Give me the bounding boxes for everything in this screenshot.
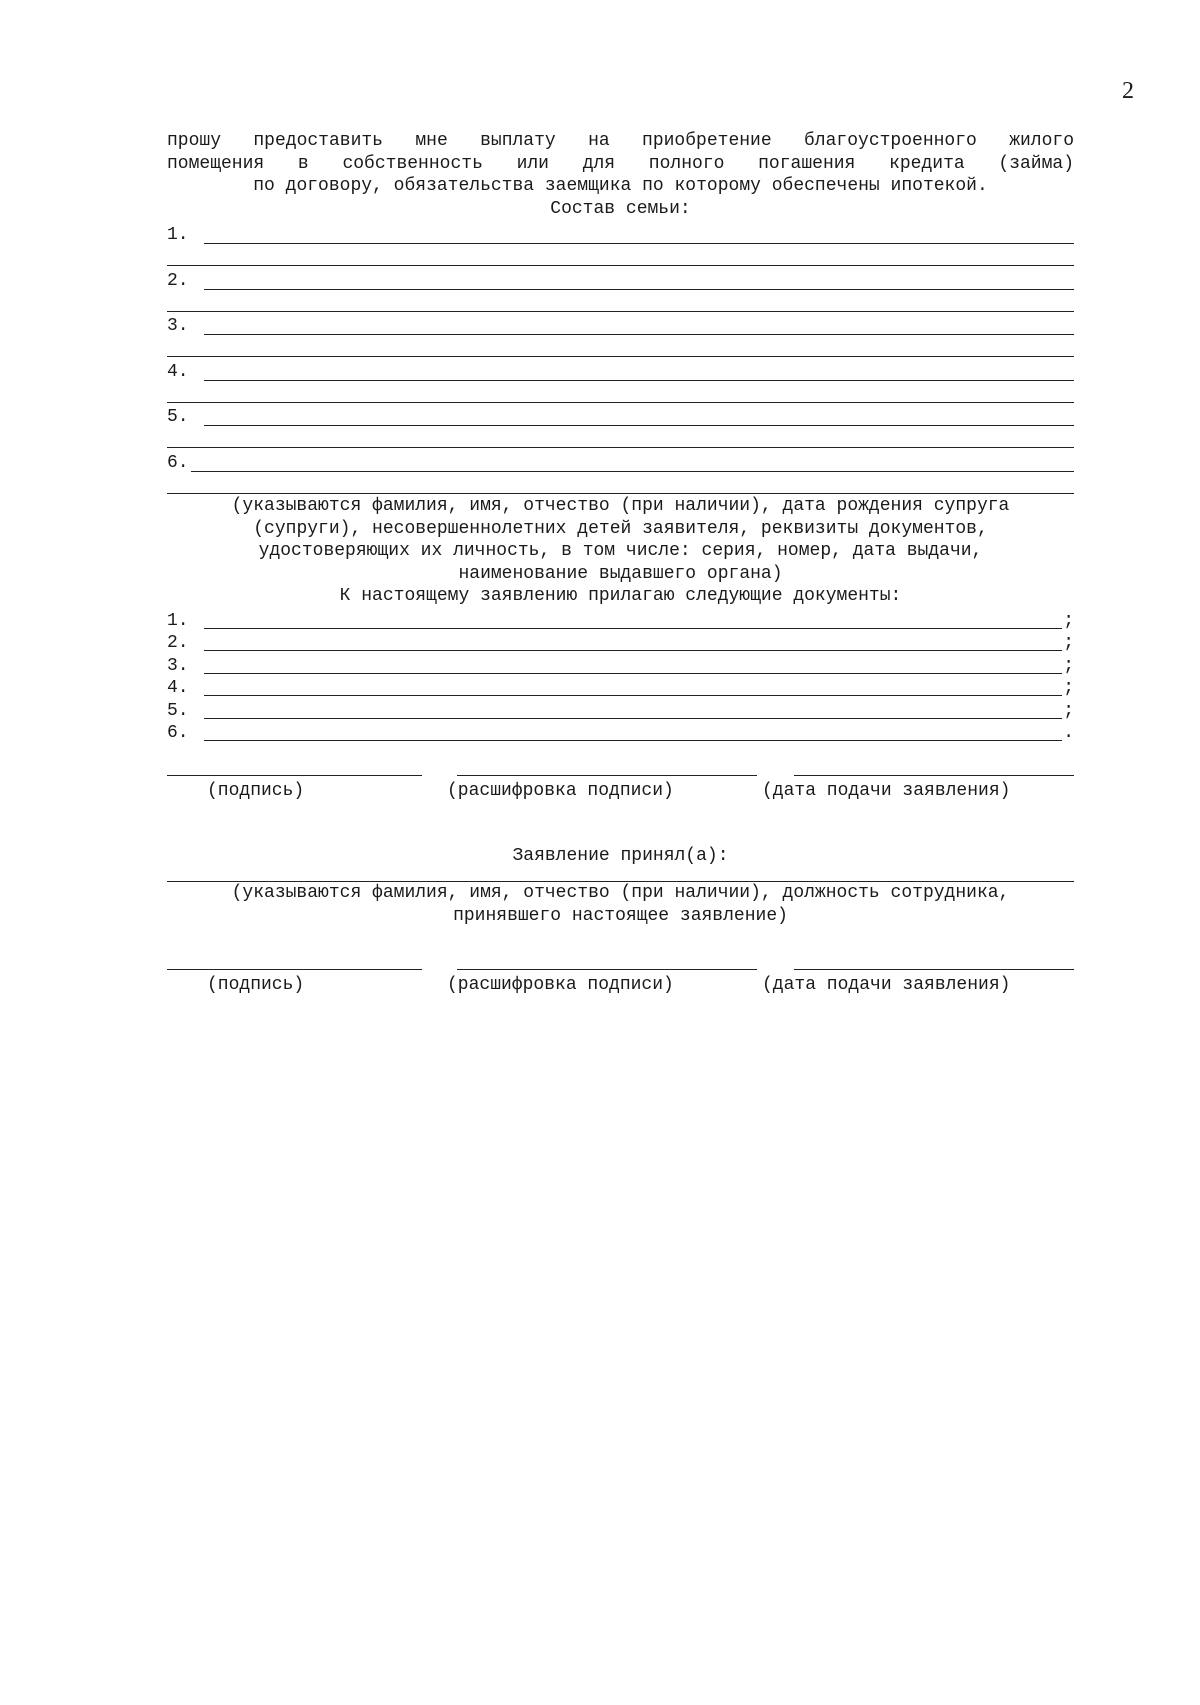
entry-line[interactable]	[167, 493, 1074, 494]
document-end-mark: ;	[1063, 633, 1074, 653]
entry-line[interactable]	[204, 425, 1074, 426]
entry-line[interactable]	[167, 775, 422, 776]
family-row-number: 3.	[167, 316, 189, 336]
document-number: 5.	[167, 700, 189, 721]
received-note-line: (указываются фамилия, имя, отчество (при наличии), должность сотрудника,	[231, 883, 1010, 903]
document-end-mark: ;	[1063, 610, 1074, 631]
entry-line[interactable]	[204, 628, 1062, 629]
signature-field[interactable]	[167, 969, 422, 995]
page-number: 2	[1122, 78, 1134, 104]
document-end-mark: ;	[1063, 678, 1074, 698]
entry-line[interactable]	[204, 718, 1062, 719]
intro-line-2: помещения в собственность или для полного погашения кредита (займа)	[167, 153, 1074, 174]
date-field[interactable]	[762, 969, 1074, 995]
family-row-number: 4.	[167, 361, 189, 382]
entry-line[interactable]	[204, 673, 1062, 674]
family-row-number: 5.	[167, 407, 189, 427]
document-number: 1.	[167, 610, 189, 631]
document-number: 4.	[167, 678, 189, 698]
receiver-signature-row	[167, 969, 1074, 1029]
family-note	[167, 495, 1074, 585]
entry-line[interactable]	[204, 243, 1074, 244]
family-row[interactable]	[167, 220, 1074, 266]
family-row[interactable]	[167, 266, 1074, 312]
family-row-number: 1.	[167, 225, 189, 245]
date-caption: (дата подачи заявления)	[762, 780, 1011, 801]
entry-line[interactable]	[794, 775, 1074, 776]
document-number: 3.	[167, 655, 189, 676]
document-end-mark: ;	[1063, 655, 1074, 676]
received-note-line: принявшего настоящее заявление)	[453, 905, 788, 926]
entry-line[interactable]	[794, 969, 1074, 970]
family-row[interactable]	[167, 357, 1074, 403]
intro-line-3: по договору, обязательства заемщика по которому обеспечены ипотекой.	[253, 176, 988, 196]
signature-decode-caption: (расшифровка подписи)	[447, 780, 674, 801]
signature-caption: (подпись)	[207, 975, 305, 995]
signature-caption: (подпись)	[207, 780, 305, 801]
document-row[interactable]	[167, 655, 1074, 678]
entry-line[interactable]	[204, 334, 1074, 335]
document-row[interactable]	[167, 722, 1074, 745]
documents-title: К настоящему заявлению прилагаю следующие документы:	[339, 586, 902, 606]
document-row[interactable]	[167, 610, 1074, 633]
applicant-signature-row	[167, 775, 1074, 835]
document-end-mark: ;	[1063, 700, 1074, 721]
signature-decode-caption: (расшифровка подписи)	[447, 975, 674, 995]
documents-list	[167, 610, 1074, 745]
family-note-line: (супруги), несовершеннолетних детей заявителя, реквизиты документов,	[253, 518, 988, 539]
family-note-line: наименование выдавшего органа)	[458, 563, 783, 584]
document-row[interactable]	[167, 632, 1074, 655]
document-end-mark: .	[1063, 723, 1074, 743]
date-caption: (дата подачи заявления)	[762, 975, 1011, 995]
family-row[interactable]	[167, 402, 1074, 448]
entry-line[interactable]	[204, 380, 1074, 381]
document-row[interactable]	[167, 700, 1074, 723]
entry-line[interactable]	[204, 695, 1062, 696]
entry-line[interactable]	[457, 775, 757, 776]
family-row-number: 6.	[167, 452, 189, 473]
entry-line[interactable]	[204, 650, 1062, 651]
entry-line[interactable]	[167, 969, 422, 970]
intro-line-1: прошу предоставить мне выплату на приобретение благоустроенного жилого	[167, 131, 1074, 151]
family-note-line: удостоверяющих их личность, в том числе: серия, номер, дата выдачи,	[258, 541, 983, 561]
family-row[interactable]	[167, 448, 1074, 494]
document-number: 2.	[167, 633, 189, 653]
date-field[interactable]	[762, 775, 1074, 801]
family-row[interactable]	[167, 311, 1074, 357]
entry-line[interactable]	[204, 740, 1062, 741]
family-row-number: 2.	[167, 270, 189, 291]
document-row[interactable]	[167, 677, 1074, 700]
family-list	[167, 220, 1074, 493]
family-title: Состав семьи:	[550, 198, 691, 219]
received-title: Заявление принял(а):	[512, 845, 729, 866]
signature-decode-field[interactable]	[447, 969, 757, 995]
entry-line[interactable]	[204, 289, 1074, 290]
family-note-line: (указываются фамилия, имя, отчество (при наличии), дата рождения супруга	[231, 496, 1010, 516]
document-number: 6.	[167, 723, 189, 743]
signature-decode-field[interactable]	[447, 775, 757, 801]
application-form	[167, 130, 1074, 1029]
entry-line[interactable]	[457, 969, 757, 970]
entry-line[interactable]	[191, 471, 1074, 472]
signature-field[interactable]	[167, 775, 422, 801]
